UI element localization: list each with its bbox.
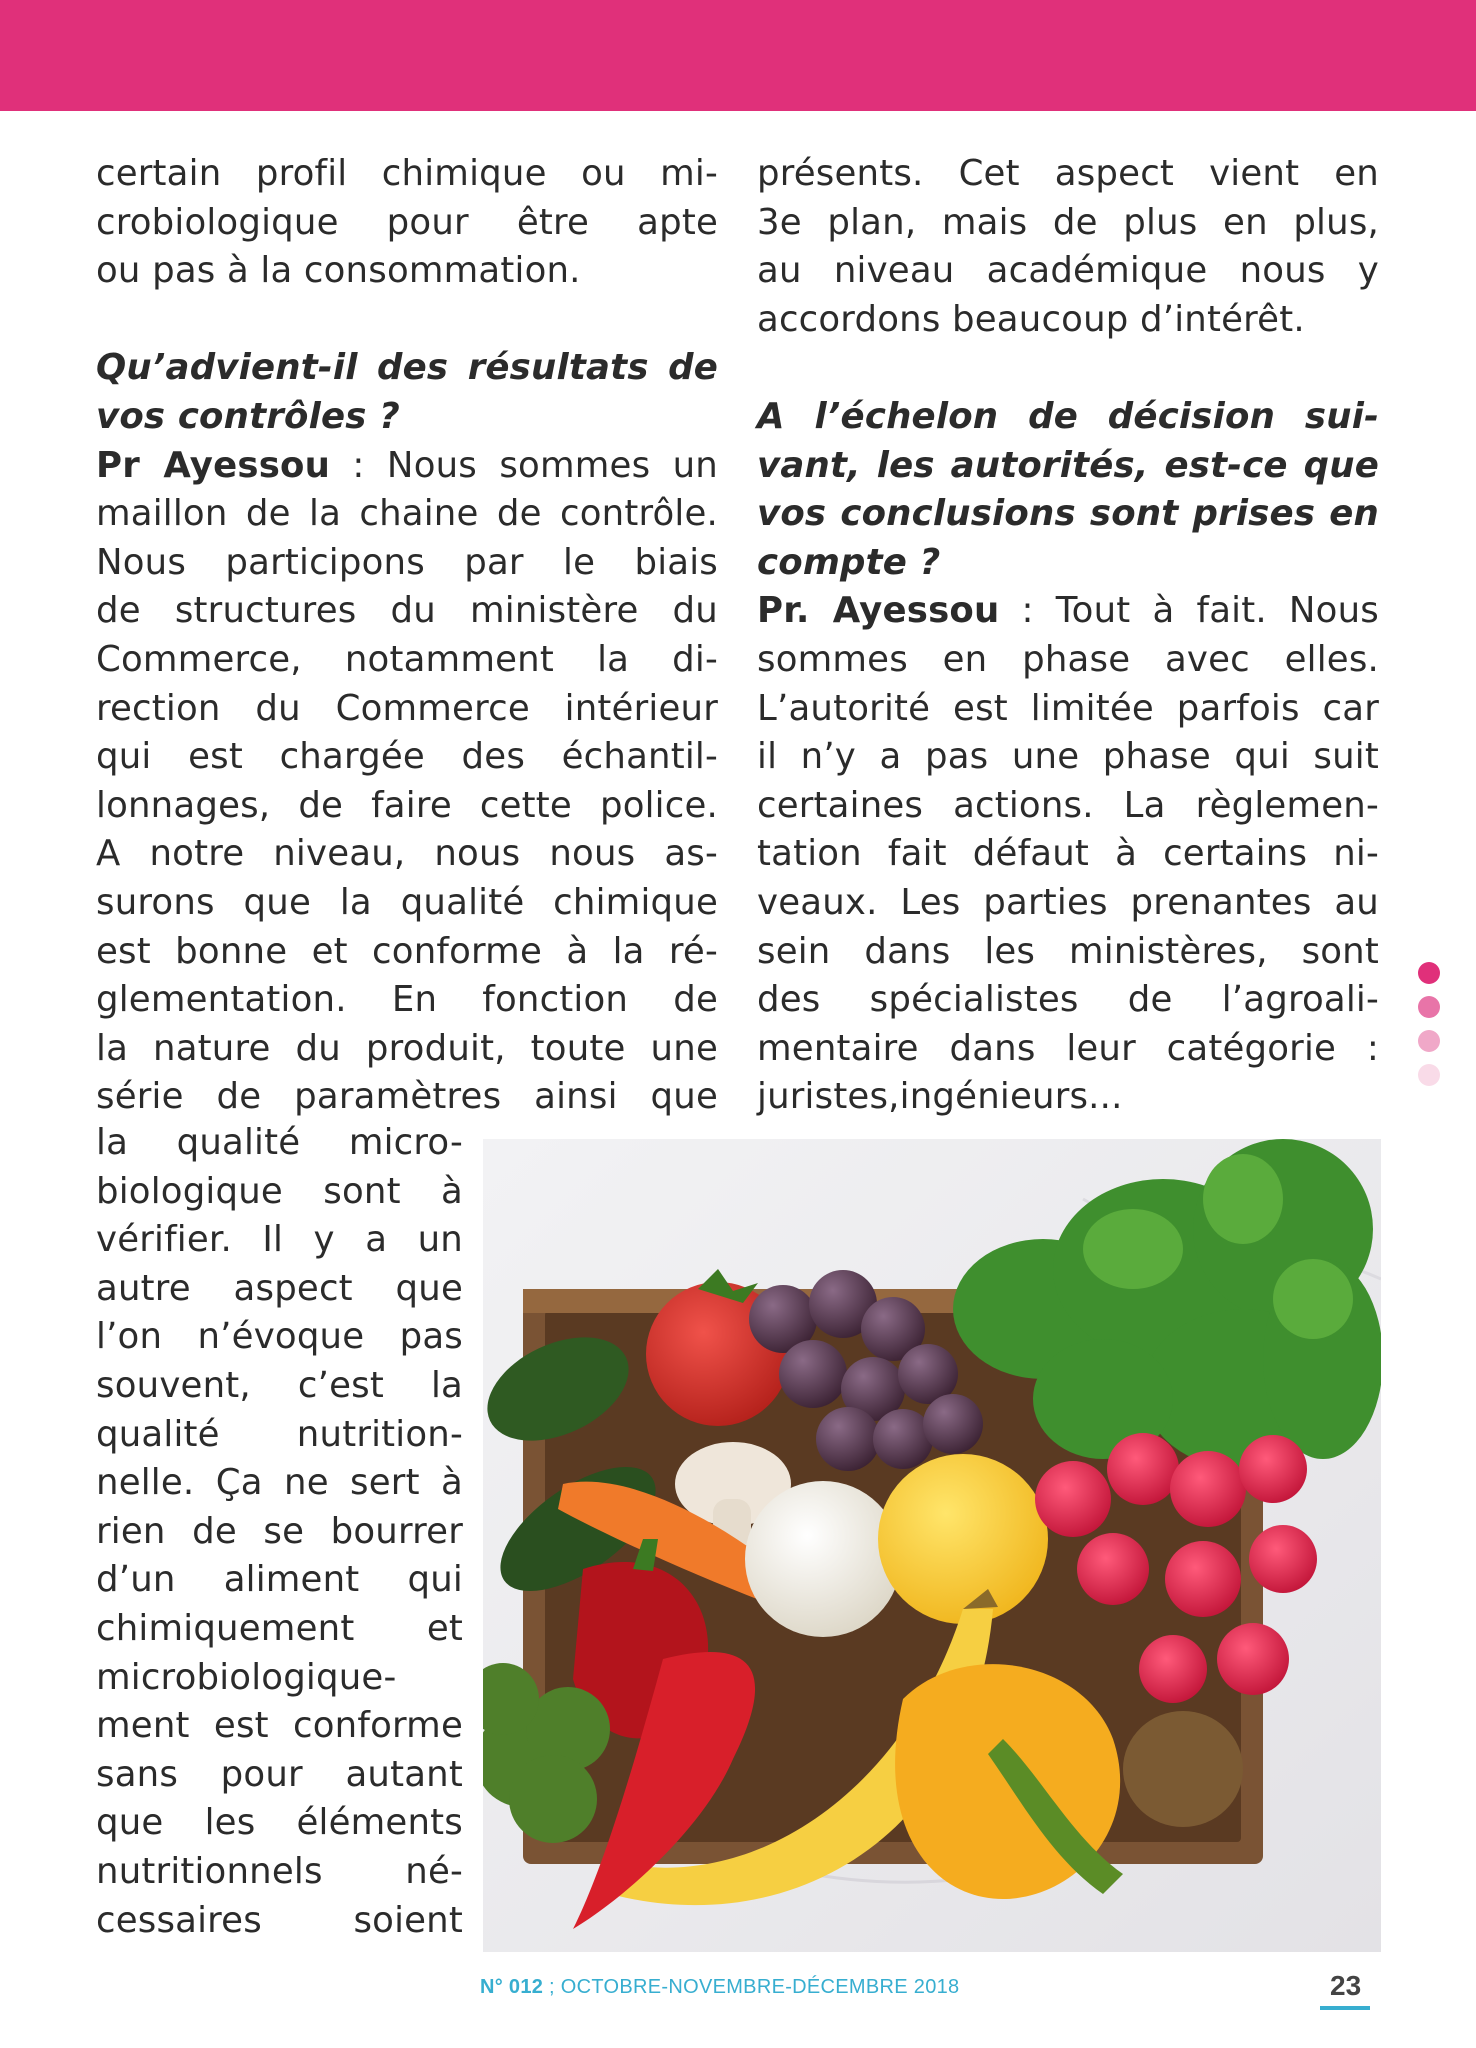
text-line: lonnages, de faire cette police.: [96, 784, 718, 826]
text-line: cessaires soient: [96, 1899, 463, 1941]
vegetable-crate-photo: [483, 1139, 1381, 1952]
dot-icon: [1418, 962, 1440, 984]
speaker-name: Pr Ayessou: [96, 444, 331, 486]
text-line: présents. Cet aspect vient en: [757, 153, 1379, 194]
dot-icon: [1418, 996, 1440, 1018]
text-line: au niveau académique nous y: [757, 250, 1379, 292]
text-line: biologique sont à: [96, 1170, 463, 1212]
paragraph-gap: [96, 296, 718, 345]
question-line: compte ?: [757, 541, 941, 583]
text-line: sein dans les ministères, sont: [757, 930, 1379, 972]
text-line: certain profil chimique ou mi-: [96, 153, 718, 194]
question-line: A l’échelon de décision sui-: [757, 395, 1379, 437]
header-bar: [0, 0, 1476, 111]
text-line: accordons beaucoup d’intérêt.: [757, 298, 1305, 340]
text-line: l’on n’évoque pas: [96, 1316, 463, 1358]
text-line: rien de se bourrer: [96, 1510, 463, 1552]
text-line: qui est chargée des échantil-: [96, 736, 718, 778]
text-line: tation fait défaut à certains ni-: [757, 833, 1379, 875]
text-line: L’autorité est limitée parfois car: [757, 687, 1379, 729]
text-line: la qualité micro-: [96, 1122, 463, 1163]
text-line: que les éléments: [96, 1802, 463, 1844]
issue-number: N° 012: [480, 1976, 544, 1998]
text-line: souvent, c’est la: [96, 1364, 463, 1406]
text-line: surons que la qualité chimique: [96, 881, 718, 923]
text-line: 3e plan, mais de plus en plus,: [757, 201, 1379, 243]
footer-separator: ;: [543, 1976, 561, 1998]
article-column-2: [757, 150, 1379, 1122]
text-line: rection du Commerce intérieur: [96, 687, 718, 729]
text-line: des spécialistes de l’agroali-: [757, 979, 1379, 1021]
article-column-1-narrow: [96, 1119, 463, 1945]
question-line: vos conclusions sont prises en: [757, 493, 1379, 535]
text-line: ment est conforme: [96, 1705, 463, 1747]
answer-line: [757, 587, 1379, 636]
decorative-dots: [1418, 962, 1442, 1098]
text-line: juristes,ingénieurs...: [757, 1076, 1123, 1118]
question-line: vant, les autorités, est-ce que: [757, 444, 1379, 486]
dot-icon: [1418, 1064, 1440, 1086]
text-line: maillon de la chaine de contrôle.: [96, 493, 718, 535]
text-line: nelle. Ça ne sert à: [96, 1462, 463, 1504]
article-column-1: [96, 150, 718, 1122]
question-line: Qu’advient-il des résultats de: [96, 347, 718, 389]
text-line: nutritionnels né-: [96, 1850, 463, 1892]
text-line: certaines actions. La règlemen-: [757, 784, 1379, 826]
text-line: veaux. Les parties prenantes au: [757, 881, 1379, 923]
text-line: il n’y a pas une phase qui suit: [757, 736, 1379, 778]
text-line: la nature du produit, toute une: [96, 1027, 718, 1069]
text-line: mentaire dans leur catégorie :: [757, 1027, 1379, 1069]
text-line: série de paramètres ainsi que: [96, 1076, 718, 1118]
answer-text: : Nous sommes un: [330, 444, 718, 486]
text-line: est bonne et conforme à la ré-: [96, 930, 718, 972]
text-line: A notre niveau, nous nous as-: [96, 833, 718, 875]
speaker-name: Pr. Ayessou: [757, 590, 1000, 632]
text-line: ou pas à la consommation.: [96, 250, 581, 292]
text-line: glementation. En fonction de: [96, 979, 718, 1021]
text-line: autre aspect que: [96, 1267, 463, 1309]
text-line: d’un aliment qui: [96, 1559, 463, 1601]
answer-text: : Tout à fait. Nous: [999, 590, 1379, 632]
page-number: 23: [1330, 1970, 1362, 2001]
text-line: sommes en phase avec elles.: [757, 638, 1379, 680]
footer-issue-line: [480, 1976, 959, 1999]
text-line: de structures du ministère du: [96, 590, 718, 632]
paragraph-gap: [757, 344, 1379, 393]
answer-line: [96, 442, 718, 491]
text-line: qualité nutrition-: [96, 1413, 463, 1455]
text-line: crobiologique pour être apte: [96, 201, 718, 243]
text-line: chimiquement et: [96, 1607, 463, 1649]
text-line: vérifier. Il y a un: [96, 1219, 463, 1261]
issue-period: OCTOBRE-NOVEMBRE-DÉCEMBRE 2018: [560, 1976, 960, 1998]
question-line: vos contrôles ?: [96, 395, 400, 437]
text-line: Nous participons par le biais: [96, 541, 718, 583]
text-line: sans pour autant: [96, 1753, 463, 1795]
page-number-underline: [1320, 2006, 1370, 2010]
dot-icon: [1418, 1030, 1440, 1052]
text-line: microbiologique-: [96, 1656, 397, 1698]
text-line: Commerce, notamment la di-: [96, 638, 718, 680]
